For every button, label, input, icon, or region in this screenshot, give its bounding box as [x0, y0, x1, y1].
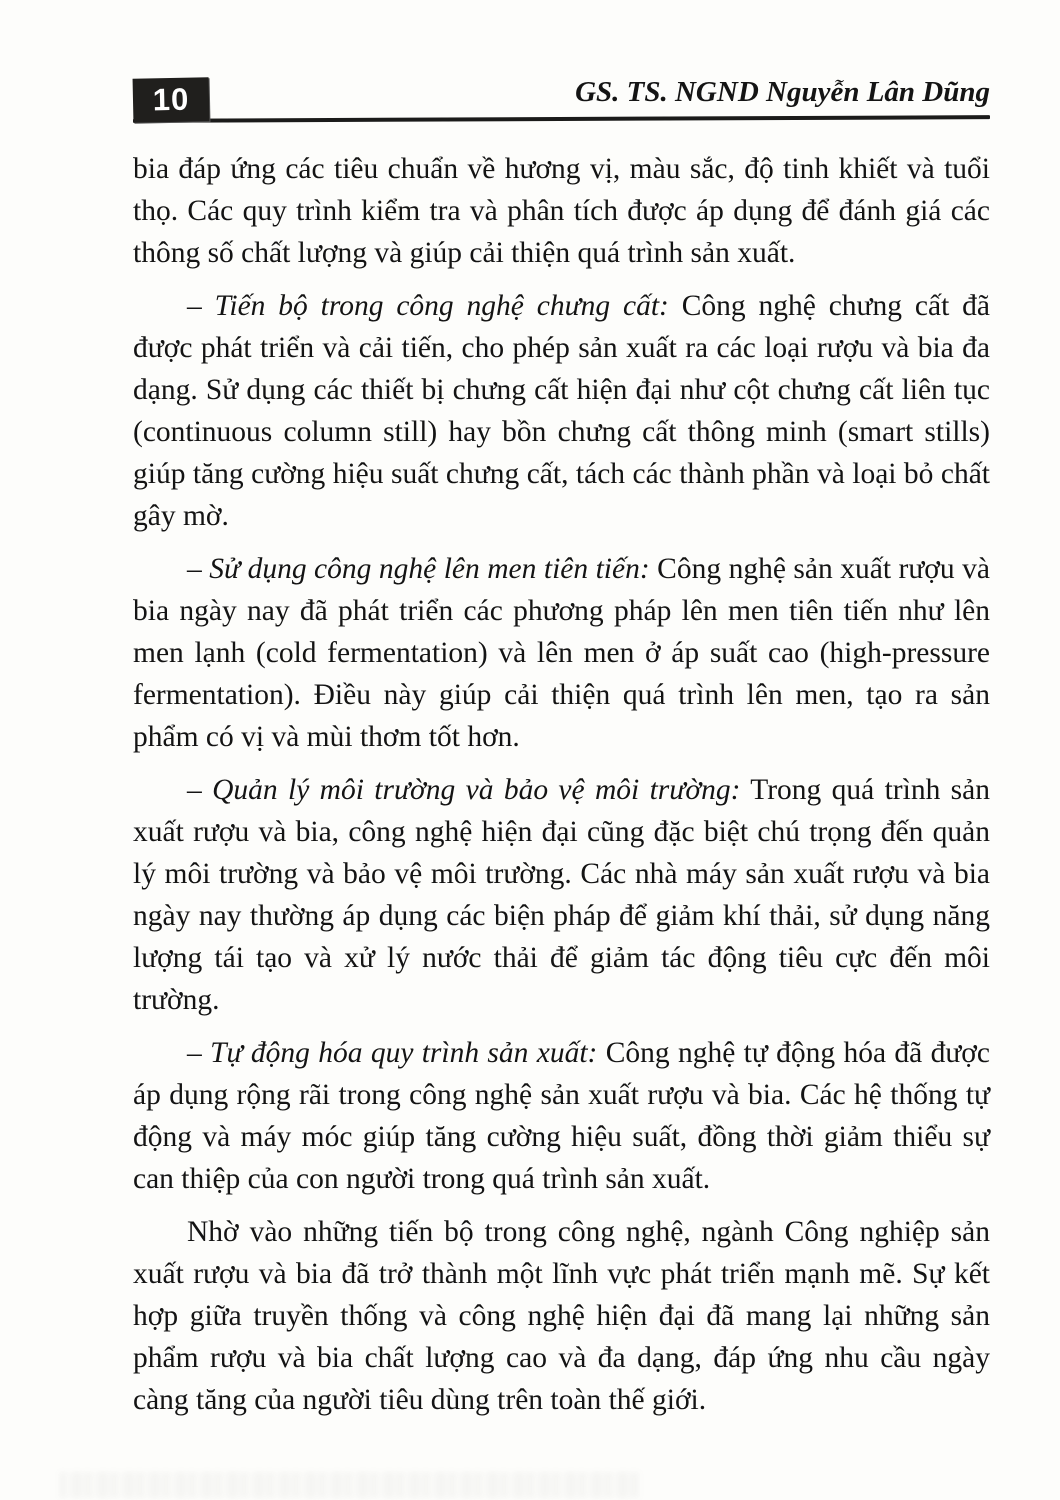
page-number-badge — [133, 77, 210, 123]
paragraph — [133, 769, 990, 1021]
paragraph-text: Công nghệ sản xuất rượu và bia ngày nay đã phát triển các phương pháp lên men tiên tiến như lên men lạnh (cold fermentation) và lên men ở áp suất cao (high-pressure fermentation). Điều này giúp cải thiện quá trình lên men, tạo ra sản phẩm có vị và mùi thơm tốt hơn. — [133, 552, 990, 753]
paragraph-lead: – Tự động hóa quy trình sản xuất: — [187, 1036, 598, 1069]
running-head: GS. TS. NGND Nguyễn Lân Dũng — [575, 76, 990, 108]
paragraph — [133, 1032, 990, 1200]
paragraph-text: Công nghệ tự động hóa đã được áp dụng rộng rãi trong công nghệ sản xuất rượu và bia. Các hệ thống tự động và máy móc giúp tăng cường hiệu suất, đồng thời giảm thiểu sự can thiệp của con người trong quá trình sản xuất. — [133, 1036, 991, 1195]
paragraph — [133, 1211, 990, 1421]
paragraph-text: Công nghệ chưng cất đã được phát triển và cải tiến, cho phép sản xuất ra các loại rượu và bia đa dạng. Sử dụng các thiết bị chưng cất hiện đại như cột chưng cất liên tục (continuous column still) hay bồn chưng cất thông minh (smart stills) giúp tăng cường hiệu suất chưng cất, tách các thành phần và loại bỏ chất gây mờ. — [133, 289, 990, 532]
paragraph-lead: – Sử dụng công nghệ lên men tiên tiến: — [187, 552, 650, 585]
paragraph — [133, 548, 990, 758]
paragraph-lead: – Tiến bộ trong công nghệ chưng cất: — [187, 289, 669, 322]
paragraph-lead: – Quản lý môi trường và bảo vệ môi trường: — [187, 773, 741, 806]
page-number: 10 — [152, 81, 190, 118]
bleed-through-smudge — [60, 1472, 640, 1498]
paragraph — [133, 148, 990, 274]
paragraph — [133, 285, 990, 537]
paragraph-text: Trong quá trình sản xuất rượu và bia, công nghệ hiện đại cũng đặc biệt chú trọng đến quản lý môi trường và bảo vệ môi trường. Các nhà máy sản xuất rượu và bia ngày nay thường áp dụng các biện pháp để giảm khí thải, sử dụng năng lượng tái tạo và xử lý nước thải để giảm tác động tiêu cực đến môi trường. — [133, 773, 990, 1016]
paragraph-text: bia đáp ứng các tiêu chuẩn về hương vị, màu sắc, độ tinh khiết và tuổi thọ. Các quy trình kiểm tra và phân tích được áp dụng để đánh giá các thông số chất lượng và giúp cải thiện quá trình sản xuất. — [133, 152, 990, 269]
paragraph-text: Nhờ vào những tiến bộ trong công nghệ, ngành Công nghiệp sản xuất rượu và bia đã trở thành một lĩnh vực phát triển mạnh mẽ. Sự kết hợp giữa truyền thống và công nghệ hiện đại đã mang lại những sản phẩm rượu và bia chất lượng cao và đa dạng, đáp ứng nhu cầu ngày càng tăng của người tiêu dùng trên toàn thế giới. — [133, 1215, 990, 1416]
page-body — [133, 121, 990, 1421]
page-header — [133, 76, 990, 117]
